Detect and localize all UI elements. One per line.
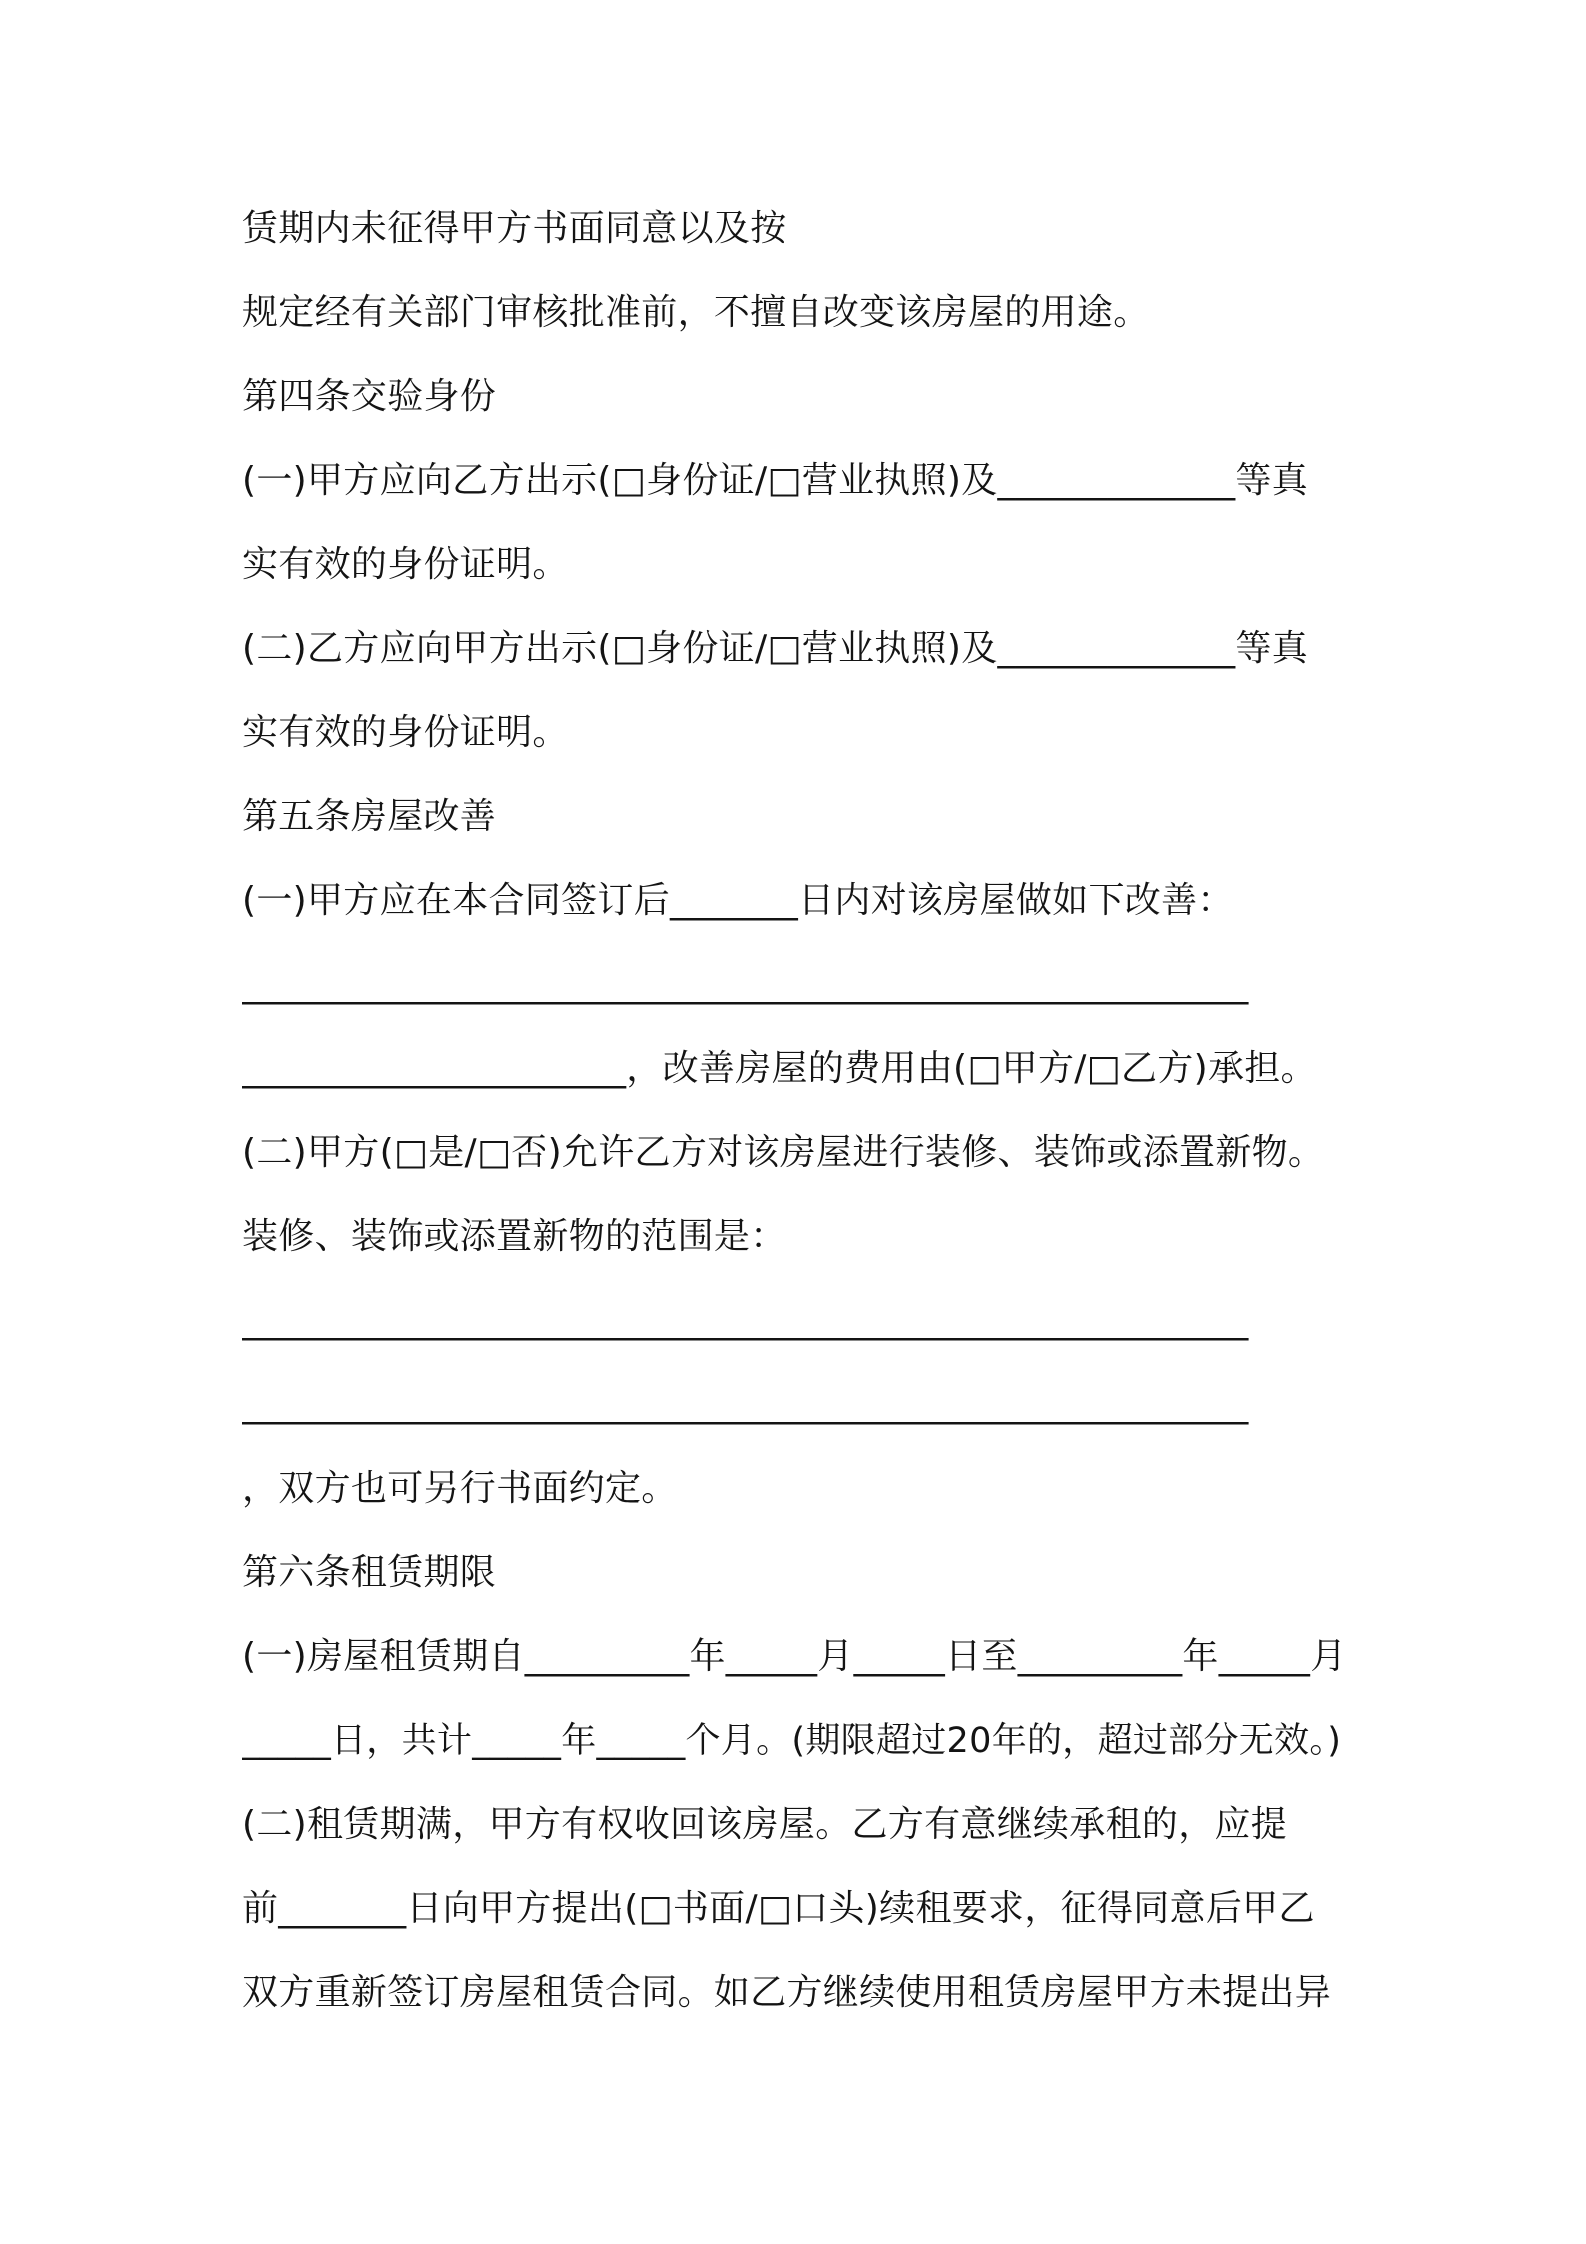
- text-line: 前_______日向甲方提出(□书面/□口头)续租要求，征得同意后甲乙: [242, 1888, 1315, 1929]
- text-line: _____日，共计_____年_____个月。(期限超过20年的，超过部分无效。): [242, 1721, 1342, 1761]
- text-line: (二)乙方应向甲方出示(□身份证/□营业执照)及_____________等真: [242, 628, 1309, 669]
- text-line: (二)租赁期满，甲方有权收回该房屋。乙方有意继续承租的，应提: [242, 1804, 1288, 1845]
- section-heading: 第六条租赁期限: [242, 1552, 497, 1593]
- text-line: ，双方也可另行书面约定。: [242, 1468, 678, 1509]
- text-line: (一)甲方应在本合同签订后_______日内对该房屋做如下改善：: [242, 880, 1234, 921]
- text-line: 双方重新签订房屋租赁合同。如乙方继续使用租赁房屋甲方未提出异: [242, 1972, 1332, 2013]
- text-line: (二)甲方(□是/□否)允许乙方对该房屋进行装修、装饰或添置新物。: [242, 1132, 1325, 1173]
- blank-line: _______________________________________________________: [242, 964, 1249, 1005]
- blank-line: _______________________________________________________: [242, 1300, 1249, 1341]
- text-line: 实有效的身份证明。: [242, 712, 569, 753]
- text-line: 装修、装饰或添置新物的范围是：: [242, 1216, 787, 1257]
- text-line: _____________________，改善房屋的费用由(□甲方/□乙方)承担。: [242, 1048, 1317, 1089]
- text-line: 规定经有关部门审核批准前，不擅自改变该房屋的用途。: [242, 292, 1150, 333]
- text-line: (一)房屋租赁期自_________年_____月_____日至_________年_____月: [242, 1636, 1347, 1677]
- section-heading: 第五条房屋改善: [242, 796, 497, 837]
- text-line: (一)甲方应向乙方出示(□身份证/□营业执照)及_____________等真: [242, 460, 1309, 501]
- blank-line: _______________________________________________________: [242, 1384, 1249, 1425]
- section-heading: 第四条交验身份: [242, 376, 497, 417]
- text-line: 实有效的身份证明。: [242, 544, 569, 585]
- text-line: 赁期内未征得甲方书面同意以及按: [242, 208, 787, 249]
